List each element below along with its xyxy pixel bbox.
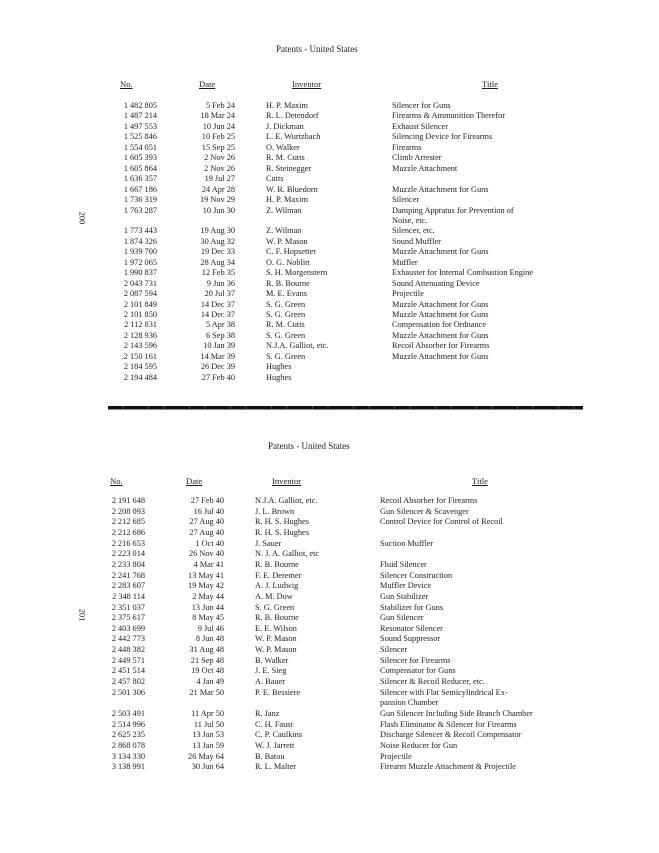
- patent-number: 1 487 214: [123, 111, 157, 121]
- patent-title: Muzzle Attachment for Guns: [392, 330, 489, 340]
- table-row: [0, 528, 659, 538]
- patent-inventor: J. Dickman: [266, 121, 304, 131]
- patent-number: 2 212 686: [111, 527, 145, 537]
- table-row: [0, 613, 659, 623]
- patent-date: 13 Jun 44: [191, 602, 224, 612]
- patent-date: 27 Aug 40: [189, 517, 224, 527]
- patent-inventor: Hughes: [266, 372, 292, 382]
- table-row: [0, 752, 659, 762]
- patent-number: 2 501 306: [111, 687, 145, 697]
- patent-inventor: R. Janz: [255, 709, 280, 718]
- patent-inventor: Hughes: [266, 362, 292, 372]
- table-row: [0, 320, 659, 330]
- patent-date: 30 Jun 64: [191, 762, 224, 772]
- patent-date: 14 Dec 37: [200, 299, 235, 309]
- patent-number: 2 128 936: [123, 330, 157, 340]
- patent-date: 5 Apr 38: [205, 320, 235, 330]
- table-row: [0, 352, 659, 362]
- table-row: [0, 226, 659, 236]
- patent-date: 10 Jun 24: [202, 121, 235, 131]
- patent-number: 2 457 802: [111, 677, 145, 687]
- patent-number: 1 773 443: [123, 226, 157, 236]
- patent-number: .2 150 161: [121, 351, 157, 361]
- patent-date: 24 Apr 28: [201, 184, 235, 194]
- patent-date: 14 Dec 37: [200, 310, 235, 319]
- patent-title: Fluid Silencer: [380, 559, 427, 569]
- table-row: [0, 762, 659, 772]
- patent-number: 2 216 653: [111, 538, 145, 548]
- table-row: [0, 698, 659, 708]
- patent-number: 2 442 773: [111, 634, 145, 644]
- patent-date: 11 Apr 50: [191, 709, 224, 718]
- page-number: 200: [77, 211, 88, 225]
- table-row: [0, 341, 659, 351]
- header-no: No.: [110, 476, 123, 486]
- patent-number: 2 194 484: [123, 372, 157, 382]
- patent-inventor: R. L. Malter: [255, 762, 297, 772]
- patent-date: 21 Mar 50: [189, 687, 224, 697]
- table-row: [0, 741, 659, 751]
- patent-inventor: F. E. Deremer: [255, 570, 302, 580]
- table-row: [0, 258, 659, 268]
- patent-inventor: R. H. S. Hughes: [255, 527, 309, 537]
- patent-title: Stabilizer for Guns: [380, 602, 444, 612]
- patent-number: 1 605 864: [123, 163, 157, 173]
- table-row: [0, 720, 659, 730]
- patent-inventor: Cutts: [266, 174, 284, 184]
- patent-inventor: E. E. Wilson: [255, 623, 297, 633]
- patent-inventor: W. P. Mason: [266, 236, 308, 246]
- patent-date: 9 Jun 36: [206, 278, 235, 288]
- patent-number: 2 101 849: [123, 299, 157, 309]
- patent-date: 14 Mar 39: [200, 351, 235, 361]
- patent-number: 1 736 319: [123, 195, 157, 205]
- patent-number: 2 043 731: [123, 278, 157, 288]
- patent-number: 2 191 648: [111, 496, 145, 505]
- patent-title: Projectile: [380, 751, 412, 761]
- patent-title: Silencer: [380, 645, 408, 655]
- patent-date: 11 Jul 50: [193, 719, 224, 729]
- patent-number: 2 375 617: [111, 613, 145, 623]
- patent-number: 2 403 699: [111, 623, 145, 633]
- patent-date: 2 Nov 26: [204, 163, 235, 173]
- header-no: No.: [120, 79, 133, 89]
- patent-date: 1 Oct 40: [195, 538, 224, 548]
- table-row: [0, 111, 659, 121]
- table-row: [0, 237, 659, 247]
- patent-title: Recoil Absorber for Firearms: [380, 496, 478, 505]
- patent-date: 16 Jul 40: [193, 506, 224, 516]
- patent-title: Control Device for Control of Recoil: [380, 517, 503, 527]
- patent-date: 8 May 45: [192, 613, 224, 623]
- patent-title: Gun Silencer & Scavenger: [380, 506, 469, 516]
- patent-title: Sound Muffler: [392, 236, 441, 246]
- table-row: [0, 634, 659, 644]
- patent-title: Muzzle Attachment for Guns: [392, 299, 489, 309]
- patent-title: Silencing Device for Firearms: [392, 132, 493, 142]
- patent-inventor: C. F. Hopsetter: [266, 247, 317, 257]
- patent-date: 21 Sep 48: [190, 655, 224, 665]
- patent-title: Silencer for Firearms: [380, 655, 451, 665]
- patent-title: Suction Muffler: [380, 538, 434, 548]
- table-row: [0, 195, 659, 205]
- table-row: [0, 666, 659, 676]
- patent-date: 2 May 44: [192, 591, 224, 601]
- table-row: [0, 539, 659, 549]
- patent-inventor: W. R. Bluedorn: [266, 184, 318, 194]
- patent-inventor: A. M. Dow: [255, 591, 293, 601]
- patent-inventor: W. P. Mason: [255, 645, 297, 655]
- patent-number: 2 348 114: [112, 591, 145, 601]
- patent-number: 2 208 093: [111, 506, 145, 516]
- patent-title: Silencer Construction: [380, 570, 453, 580]
- patent-date: 4 Jan 49: [196, 677, 224, 687]
- patent-inventor: J. L. Brown: [255, 506, 295, 516]
- table-row: [0, 143, 659, 153]
- patent-title: Sound Suppressor: [380, 634, 441, 644]
- patent-date: 13 May 41: [188, 570, 224, 580]
- patent-number: 2 283 607: [111, 581, 145, 591]
- patent-inventor: S. G. Green: [266, 351, 306, 361]
- patent-inventor: R. B. Bourne: [255, 559, 299, 569]
- table-row: [0, 624, 659, 634]
- table-row: [0, 101, 659, 111]
- patent-title: Exhaust Silencer: [392, 121, 448, 131]
- patent-title: Gun Stabilizer: [380, 591, 429, 601]
- patent-date: 18 Mar 24: [200, 111, 235, 121]
- patent-number: 1 990 837: [123, 268, 157, 278]
- patent-title: Silencer with Flat Semicylindrical Ex-: [380, 687, 508, 697]
- patent-title: Muzzle Attachment for Guns: [392, 184, 489, 194]
- patent-title: Silencer for Guns: [392, 101, 451, 110]
- patent-title: Noise, etc.: [392, 215, 428, 225]
- patent-inventor: O. Walker: [266, 142, 300, 152]
- table-row: [0, 560, 659, 570]
- table-row: [0, 174, 659, 184]
- patent-date: 2 Nov 26: [204, 153, 235, 163]
- patent-number: 2 503 491: [111, 709, 145, 718]
- patent-inventor: R. M. Cutts: [266, 153, 305, 163]
- patent-number: 1 667 186: [123, 184, 157, 194]
- patent-number: 2 451 514: [111, 666, 145, 676]
- patent-date: 6 Sep 38: [205, 330, 235, 340]
- patent-number: 1 554 051: [123, 142, 157, 152]
- patent-date: 15 Sep 25: [201, 142, 235, 152]
- patent-inventor: H. P. Maxim: [266, 195, 308, 205]
- table-row: [0, 730, 659, 740]
- patent-title: Silencer & Recoil Reducer, etc.: [380, 677, 485, 687]
- patent-number: 3 134 330: [111, 751, 145, 761]
- header-date: Date: [186, 476, 203, 486]
- patent-title: Recoil Absorber for Firearms: [392, 341, 490, 351]
- patent-inventor: Z. Wilman: [266, 226, 302, 236]
- patent-number: 2 448 382: [111, 645, 145, 655]
- patent-title: Silencer: [392, 195, 420, 205]
- table-row: [0, 279, 659, 289]
- patent-inventor: N. J. A. Galliot, etc: [255, 549, 320, 559]
- patent-date: 31 Aug 48: [189, 645, 224, 655]
- patent-inventor: S. G. Green: [266, 299, 306, 309]
- table-row: [0, 310, 659, 320]
- patent-inventor: P. E. Bessiere: [255, 687, 301, 697]
- patent-title: Muffler: [392, 257, 418, 267]
- table-row: [0, 507, 659, 517]
- patent-inventor: B. Walker: [255, 655, 289, 665]
- patent-title: Muzzle Attachment for Guns: [392, 247, 489, 257]
- patent-date: 27 Feb 40: [190, 496, 224, 505]
- patent-inventor: A. J. Ludwig: [255, 581, 299, 591]
- patent-number: 2 212 685: [111, 517, 145, 527]
- patent-title: Flash Eliminator & Silencer for Firearms: [380, 719, 517, 729]
- patent-date: 10 Feb 25: [201, 132, 235, 142]
- patent-inventor: B. Batou: [255, 751, 285, 761]
- table-row: [0, 373, 659, 383]
- table-row: [0, 300, 659, 310]
- patent-inventor: N.J.A. Galliot, etc.: [255, 496, 318, 505]
- patent-inventor: L. E. Wurtzbach: [266, 132, 321, 142]
- patent-date: 19 Aug 30: [200, 226, 235, 236]
- table-row: [0, 132, 659, 142]
- patent-inventor: O. G. Noblitt: [266, 257, 310, 267]
- patent-inventor: J. Sauer: [255, 538, 282, 548]
- patent-number: 2 233 804: [111, 559, 145, 569]
- patent-date: 27 Aug 40: [189, 527, 224, 537]
- patent-inventor: R. B. Bourne: [255, 613, 299, 623]
- table-row: [0, 709, 659, 719]
- patent-title: Gun Silencer: [380, 613, 424, 623]
- patent-date: 13 Jan 53: [192, 730, 224, 740]
- header-title: Title: [472, 476, 488, 486]
- header-inventor: Inventor: [292, 79, 322, 89]
- patent-date: 19 Oct 48: [191, 666, 224, 676]
- page-divider: [108, 406, 583, 409]
- patent-title: Projectile: [392, 289, 424, 299]
- patent-number: 2 514 996: [111, 719, 145, 729]
- patent-date: 19 May 42: [188, 581, 224, 591]
- patent-title: Compensator for Guns: [380, 666, 456, 676]
- table-row: [0, 185, 659, 195]
- patent-inventor: W. J. Jarrett: [255, 740, 295, 750]
- patent-title: Gun Silencer Including Side Branch Chamber: [380, 709, 533, 718]
- patent-number: 2 241 768: [111, 570, 145, 580]
- patent-title: Noise Reducer for Gun: [380, 740, 458, 750]
- patent-title: Firearm Muzzle Attachment & Projectile: [380, 762, 516, 772]
- table-row: [0, 247, 659, 257]
- patent-inventor: Z. Wilman: [266, 205, 302, 215]
- patent-number: 1 497 553: [123, 121, 157, 131]
- patent-title: Silencer, etc.: [392, 226, 435, 236]
- section-title: Patents - United States: [276, 44, 358, 54]
- patent-title: pansion Chamber: [380, 698, 439, 708]
- patent-inventor: W. P. Mason: [255, 634, 297, 644]
- patent-number: 3 138 991: [111, 762, 145, 772]
- table-row: [0, 656, 659, 666]
- patent-date: 19 Nov 29: [199, 195, 235, 205]
- patent-title: Exhauster for Internal Combustion Engine: [392, 268, 534, 278]
- patent-inventor: H. P. Maxim: [266, 101, 308, 110]
- patent-number: 1 972 065: [123, 257, 157, 267]
- patent-date: 10 Jun 30: [202, 205, 235, 215]
- table-row: [0, 496, 659, 506]
- table-row: [0, 206, 659, 216]
- patent-date: 9 Jul 46: [197, 623, 224, 633]
- patent-date: 5 Feb 24: [205, 101, 235, 110]
- patent-number: 1 763 287: [123, 205, 157, 215]
- patent-number: 1 525 846: [123, 132, 157, 142]
- table-row: [0, 571, 659, 581]
- patent-inventor: S. G. Green: [266, 330, 306, 340]
- table-row: [0, 517, 659, 527]
- patent-title: Discharge Silencer & Recoil Compensator: [380, 730, 522, 740]
- patent-date: 26 May 64: [188, 751, 224, 761]
- table-row: [0, 603, 659, 613]
- patent-title: Muffler Device: [380, 581, 432, 591]
- patent-title: Firearms & Ammunition Therefor: [392, 111, 505, 121]
- patent-number: 2 101 850: [123, 310, 157, 319]
- header-title: Title: [482, 79, 498, 89]
- patent-date: 27 Feb 40: [201, 372, 235, 382]
- table-row: [0, 122, 659, 132]
- patent-number: 1 605 393: [123, 153, 157, 163]
- patent-inventor: R. B. Bourne: [266, 278, 310, 288]
- patent-title: Muzzle Attachment for Guns: [392, 310, 489, 319]
- patent-date: 13 Jan 59: [192, 740, 224, 750]
- patent-inventor: C. P. Caulkins: [255, 730, 303, 740]
- table-row: [0, 362, 659, 372]
- table-row: [0, 331, 659, 341]
- table-row: [0, 688, 659, 698]
- table-row: [0, 549, 659, 559]
- patent-date: 10 Jan 39: [203, 341, 235, 351]
- table-row: [0, 581, 659, 591]
- patent-number: 1 636 357: [123, 174, 157, 184]
- patent-number: 1 482 805: [123, 101, 157, 110]
- header-inventor: Inventor: [272, 476, 302, 486]
- patent-inventor: S. G. Green: [266, 310, 306, 319]
- patent-date: 28 Aug 34: [200, 257, 235, 267]
- table-row: [0, 289, 659, 299]
- patent-inventor: R. Steinegger: [266, 163, 312, 173]
- table-row: [0, 153, 659, 163]
- patent-number: 1 939 700: [123, 247, 157, 257]
- patent-date: 20 Jul 37: [204, 289, 235, 299]
- patent-date: 12 Feb 35: [201, 268, 235, 278]
- patent-title: Firearms: [392, 142, 422, 152]
- patent-date: 26 Nov 40: [188, 549, 224, 559]
- patent-title: Climb Arrester: [392, 153, 442, 163]
- patent-number: 2 143 596: [123, 341, 157, 351]
- page-number: 201: [77, 608, 88, 622]
- patent-number: 2 223 014: [111, 549, 145, 559]
- patent-inventor: A. Bauer: [255, 677, 285, 687]
- patent-number: 2 087 594: [123, 289, 157, 299]
- patent-inventor: R. H. S. Hughes: [255, 517, 309, 527]
- patent-inventor: C. H. Faust: [255, 719, 293, 729]
- patent-date: 19 Dec 33: [200, 247, 235, 257]
- patent-number: 2 868 078: [111, 740, 145, 750]
- table-row: [0, 592, 659, 602]
- patent-title: Sound Attenuating Device: [392, 278, 480, 288]
- patent-number: 2 351 037: [111, 602, 145, 612]
- patent-date: 30 Aug 32: [200, 236, 235, 246]
- patent-title: Compensation for Ordnance: [392, 320, 487, 330]
- patent-inventor: S. G. Green: [255, 602, 295, 612]
- table-row: [0, 677, 659, 687]
- patent-number: 2 625 235: [111, 730, 145, 740]
- patent-title: Muzzle Attachment for Guns: [392, 351, 489, 361]
- patent-inventor: R. M. Cutts: [266, 320, 305, 330]
- patent-inventor: N.J.A. Galliot, etc.: [266, 341, 329, 351]
- patent-date: 8 Jun 48: [195, 634, 224, 644]
- patent-date: 26 Dec 39: [200, 362, 235, 372]
- patent-title: Damping Appratus for Prevention of: [392, 205, 514, 215]
- patent-number: 2 449 571: [111, 655, 145, 665]
- patent-date: 19 Jul 27: [204, 174, 235, 184]
- patent-inventor: S. H. Morgenstern: [266, 268, 328, 278]
- patent-title: Resonator Silencer: [380, 623, 443, 633]
- patent-number: 1 874 326: [123, 236, 157, 246]
- table-row: [0, 268, 659, 278]
- patent-date: 4 Mar 41: [193, 559, 224, 569]
- patent-inventor: J. E. Sieg: [255, 666, 287, 676]
- patent-inventor: R. L. Detendorf: [266, 111, 319, 121]
- patent-number: 2 184 595: [123, 362, 157, 372]
- patent-number: 2 112 831: [124, 320, 157, 330]
- table-row: [0, 164, 659, 174]
- patent-title: Muzzle Attachment: [392, 163, 458, 173]
- table-row: [0, 645, 659, 655]
- header-date: Date: [199, 79, 216, 89]
- table-row: [0, 216, 659, 226]
- section-title: Patents - United States: [268, 441, 350, 451]
- patent-inventor: M. E. Evans: [266, 289, 308, 299]
